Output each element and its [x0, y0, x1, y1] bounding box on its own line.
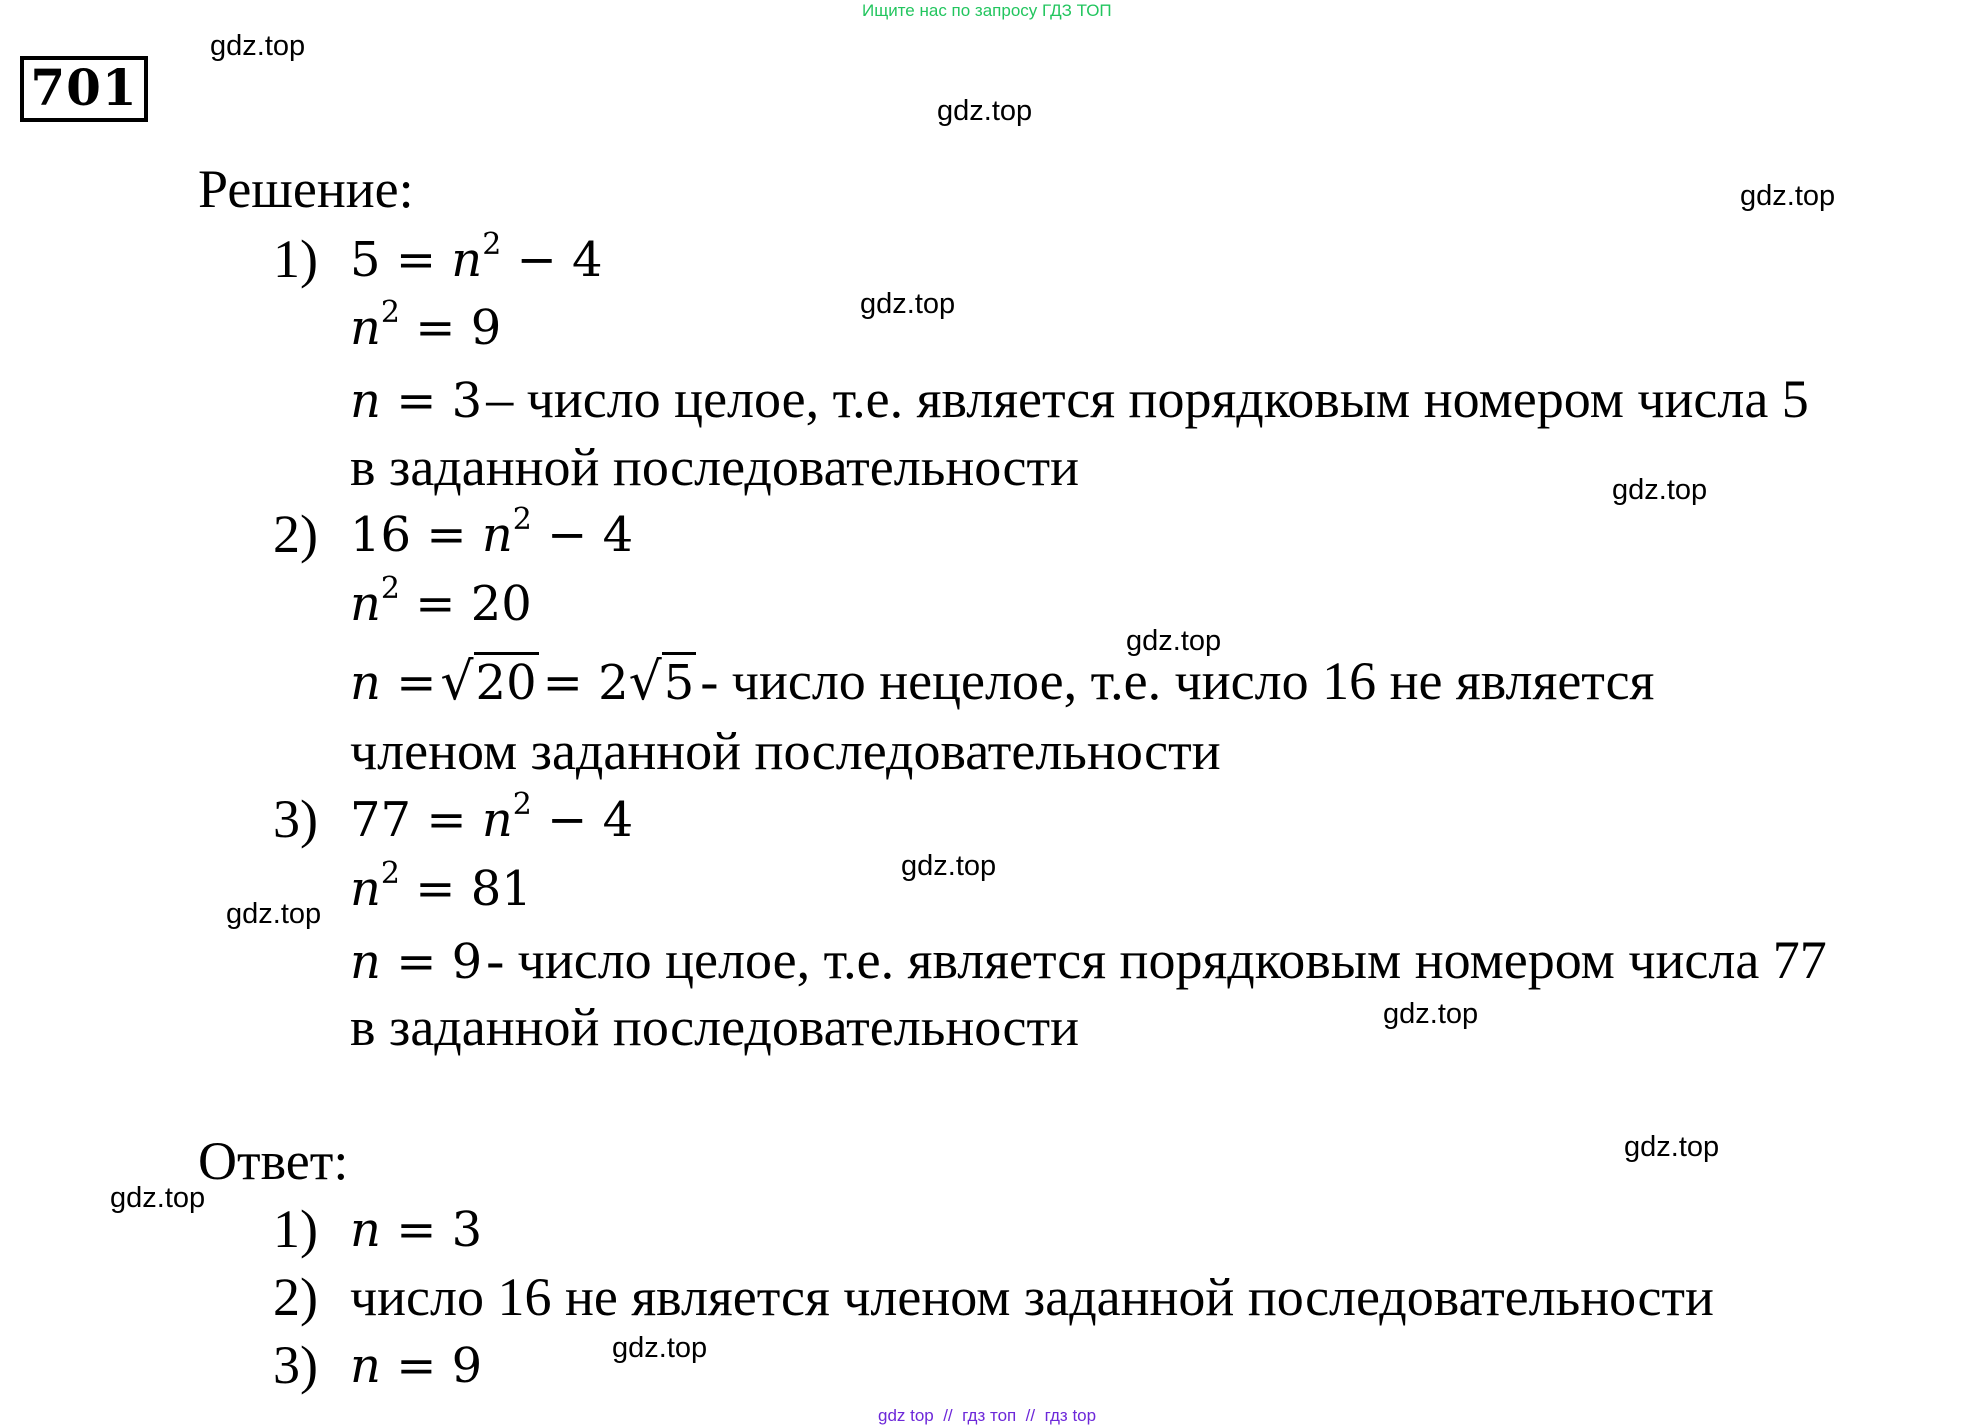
step-number: 1) — [273, 229, 318, 289]
text-line: в заданной последовательности — [350, 997, 1080, 1057]
watermark: gdz.top — [226, 898, 322, 930]
watermark: gdz.top — [210, 30, 306, 62]
answer-line: число 16 не является членом заданной последовательности — [350, 1267, 1714, 1327]
watermark: gdz.top — [1126, 625, 1222, 657]
answer-line: n = 3 — [350, 1202, 483, 1258]
equation-line: n = 3 – число целое, т.е. является порядковым номером числа 5 — [350, 369, 1809, 429]
answer-line: n = 9 — [350, 1338, 483, 1394]
equation-line: $16 = n^2 - 4$ — [350, 502, 634, 563]
task-number: 701 — [20, 56, 148, 122]
square-root: √5 — [628, 652, 695, 712]
watermark: gdz.top — [1612, 474, 1708, 506]
text-line: в заданной последовательности — [350, 437, 1080, 497]
equation-line: $77 = n^2 - 4$ — [350, 787, 634, 848]
answer-heading: Ответ: — [198, 1131, 349, 1191]
watermark: gdz.top — [1383, 998, 1479, 1030]
step-number: 3) — [273, 789, 318, 849]
watermark: gdz.top — [901, 850, 997, 882]
answer-number: 1) — [273, 1199, 318, 1259]
step-number: 2) — [273, 504, 318, 564]
watermark: gdz.top — [937, 95, 1033, 127]
equation-line: n = 9 - число целое, т.е. является порядковым номером числа 77 — [350, 930, 1827, 990]
footer-links: gdz top // гдз топ // гдз top — [878, 1406, 1097, 1425]
text-line: членом заданной последовательности — [350, 721, 1221, 781]
watermark: gdz.top — [860, 288, 956, 320]
watermark: gdz.top — [612, 1332, 708, 1364]
equation-line: $n^2 = 81$ — [350, 856, 532, 917]
equation-line: $n^2 = 9$ — [350, 295, 502, 356]
watermark: gdz.top — [1624, 1131, 1720, 1163]
equation-line: $5 = n^2 - 4$ — [350, 227, 603, 288]
watermark: gdz.top — [1740, 180, 1836, 212]
equation-line: $n^2 = 20$ — [350, 571, 532, 632]
answer-number: 2) — [273, 1267, 318, 1327]
square-root: √20 — [440, 652, 537, 712]
watermark: gdz.top — [110, 1182, 206, 1214]
solution-heading: Решение: — [198, 159, 414, 219]
answer-number: 3) — [273, 1335, 318, 1395]
search-banner: Ищите нас по запросу ГДЗ ТОП — [862, 1, 1112, 20]
equation-line: n = √20 = 2√5 - число нецелое, т.е. число 16 не является — [350, 651, 1655, 712]
